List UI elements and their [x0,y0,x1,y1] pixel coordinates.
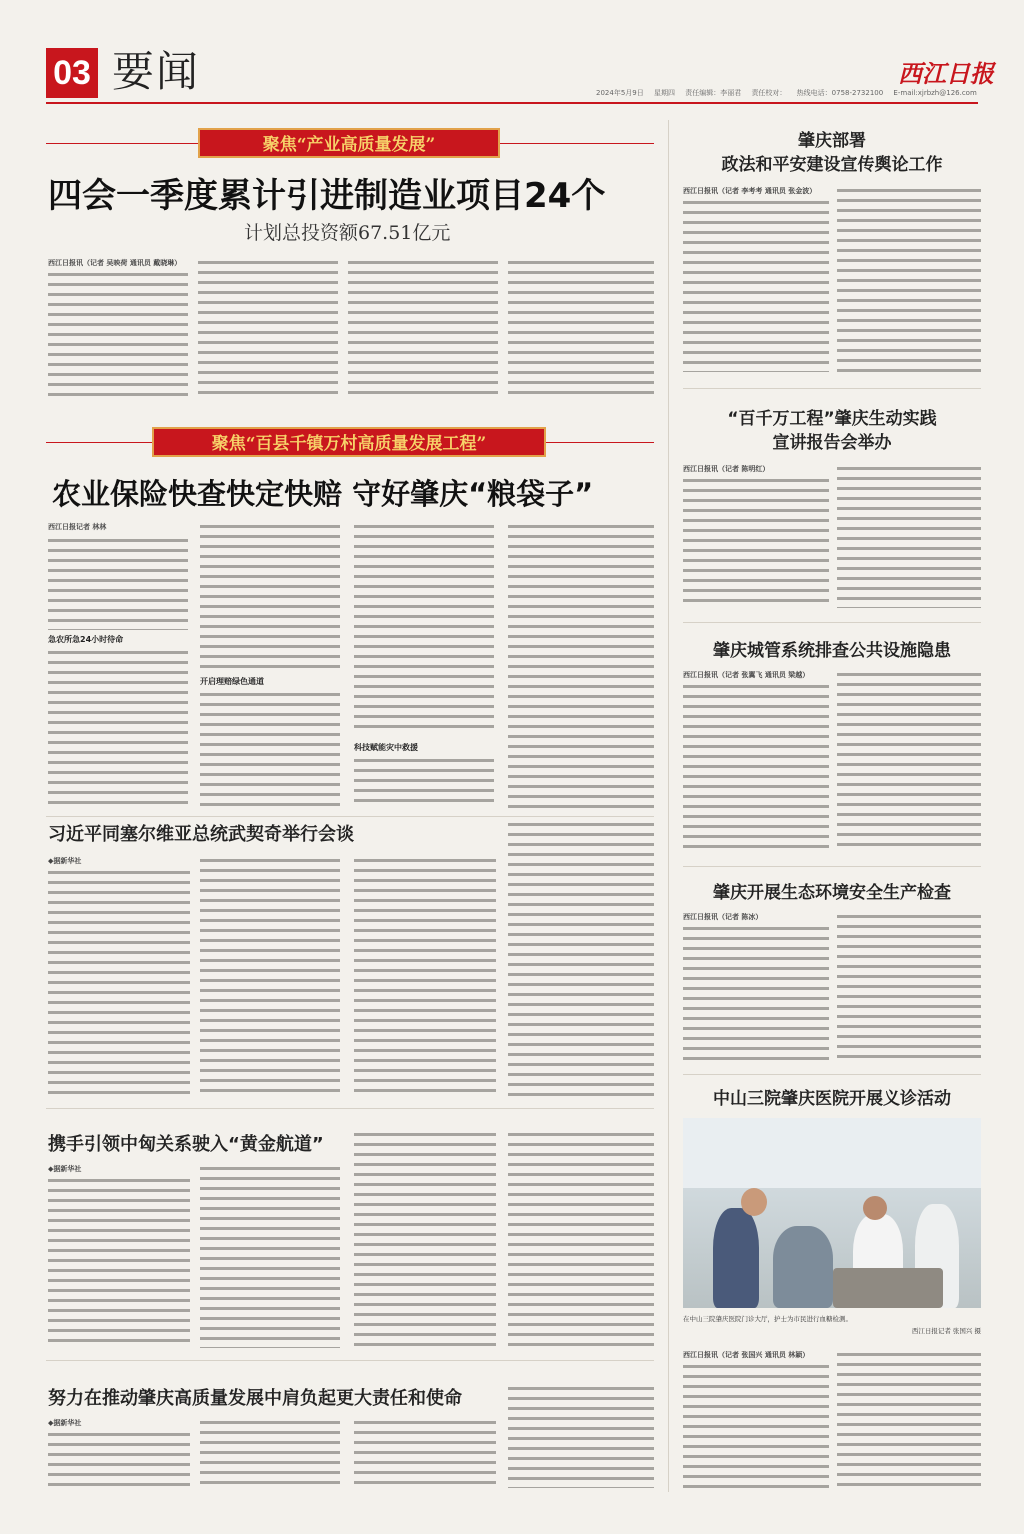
photo-person [773,1226,833,1308]
sidebar-separator [683,1074,981,1075]
story2-byline: 西江日报记者 林林 [48,523,107,531]
story3-column-4 [508,820,654,1096]
story2-subhead-1: 急农所急24小时待命 [48,635,124,644]
story2-column-3a [354,522,494,732]
sidebar-s1-byline: 西江日报讯（记者 李考考 通讯员 张金波） [683,187,817,195]
masthead-rule [46,102,978,104]
story1-subhead: 计划总投资额67.51亿元 [244,222,451,244]
story5-column-4 [508,1384,654,1488]
story3-column-1 [48,868,190,1096]
story2-column-1a [48,536,188,630]
story4-headline: 携手引领中匈关系驶入“黄金航道” [48,1134,324,1155]
story2-headline: 农业保险快查快定快赔 守好肇庆“粮袋子” [52,477,594,511]
masthead-hotline: 热线电话：0758-2732100 [796,89,884,97]
story2-column-4 [508,522,654,808]
story5-column-3 [354,1418,496,1488]
section-separator [46,816,654,817]
photo-table [833,1268,943,1308]
story4-byline: ◆据新华社 [48,1165,82,1173]
story3-column-3 [354,856,496,1096]
sidebar-s3-column-1 [683,682,829,852]
clinic-photo [683,1118,981,1308]
story2-banner: 聚焦“百县千镇万村高质量发展工程” [152,427,546,457]
sidebar-s5-column-1 [683,1362,829,1488]
sidebar-s5-byline: 西江日报讯（记者 张国兴 通讯员 林颖） [683,1351,810,1359]
sidebar-s1-column-2 [837,186,981,372]
sidebar-s1-column-1 [683,198,829,372]
photo-caption: 在中山三院肇庆医院门诊大厅，护士为市民进行血糖检测。 [683,1315,852,1323]
story1-column-4 [508,258,654,400]
story2-column-3b [354,756,494,808]
story2-subhead-2: 开启理赔绿色通道 [200,677,264,686]
story5-byline: ◆据新华社 [48,1419,82,1427]
sidebar-s2-byline: 西江日报讯（记者 陈明红） [683,465,770,473]
sidebar-s1-title-line2: 政法和平安建设宣传舆论工作 [721,155,943,175]
story4-column-3 [354,1130,496,1348]
sidebar-s1-title-line1: 肇庆部署 [798,131,866,151]
story4-column-1 [48,1176,190,1348]
photo-nurse-head [863,1196,887,1220]
sidebar-s2-title-line2: 宣讲报告会举办 [772,433,892,453]
story1-headline: 四会一季度累计引进制造业项目24个 [48,176,606,216]
story5-column-2 [200,1418,340,1488]
photo-person [713,1208,759,1308]
story2-subhead-3: 科技赋能灾中救援 [354,743,418,752]
story4-column-2 [200,1164,340,1348]
story3-headline: 习近平同塞尔维亚总统武契奇举行会谈 [48,824,354,845]
story4-column-4 [508,1130,654,1348]
story1-column-1 [48,270,188,400]
story3-byline: ◆据新华社 [48,857,82,865]
story3-column-2 [200,856,340,1096]
sidebar-s2-title-line1: “百千万工程”肇庆生动实践 [727,409,937,429]
newspaper-logo: 西江日报 [898,59,994,88]
section-separator [46,1108,654,1109]
story2-column-1b [48,648,188,808]
masthead-date: 2024年5月9日 [596,89,644,97]
masthead-info [596,88,976,98]
masthead-proofreader: 责任校对： [751,89,787,97]
photo-credit: 西江日报记者 张国兴 摄 [911,1327,981,1335]
sidebar-s2-column-1 [683,476,829,608]
photo-person-head [741,1188,767,1216]
sidebar-s4-byline: 西江日报讯（记者 陈冰） [683,913,763,921]
sidebar-s5-column-2 [837,1350,981,1488]
sidebar-s4-column-1 [683,924,829,1060]
sidebar-s2-column-2 [837,464,981,608]
section-separator [46,1360,654,1361]
column-divider [668,120,669,1492]
sidebar-separator [683,866,981,867]
masthead-email: E-mail:xjrbzh@126.com [893,89,977,97]
section-name: 要闻 [112,47,201,96]
story1-byline: 西江日报讯（记者 吴映荷 通讯员 戴晓琳） [48,259,182,267]
sidebar-s3-column-2 [837,670,981,852]
sidebar-separator [683,388,981,389]
photo-wall [683,1118,981,1188]
sidebar-separator [683,622,981,623]
masthead-weekday: 星期四 [653,89,675,97]
story1-column-2 [198,258,338,400]
story2-column-2b [200,690,340,808]
story1-banner: 聚焦“产业高质量发展” [198,128,500,158]
story5-headline: 努力在推动肇庆高质量发展中肩负起更大责任和使命 [48,1388,462,1409]
story1-column-3 [348,258,498,400]
masthead-editor: 责任编辑：李丽君 [685,89,742,97]
sidebar-s3-byline: 西江日报讯（记者 张翼飞 通讯员 梁越） [683,671,810,679]
page-number: 03 [46,48,98,98]
sidebar-s3-title: 肇庆城管系统排查公共设施隐患 [713,641,951,661]
sidebar-s5-title: 中山三院肇庆医院开展义诊活动 [713,1089,951,1109]
story5-column-1 [48,1430,190,1488]
story2-column-2a [200,522,340,670]
sidebar-s4-title: 肇庆开展生态环境安全生产检查 [713,883,951,903]
sidebar-s4-column-2 [837,912,981,1060]
